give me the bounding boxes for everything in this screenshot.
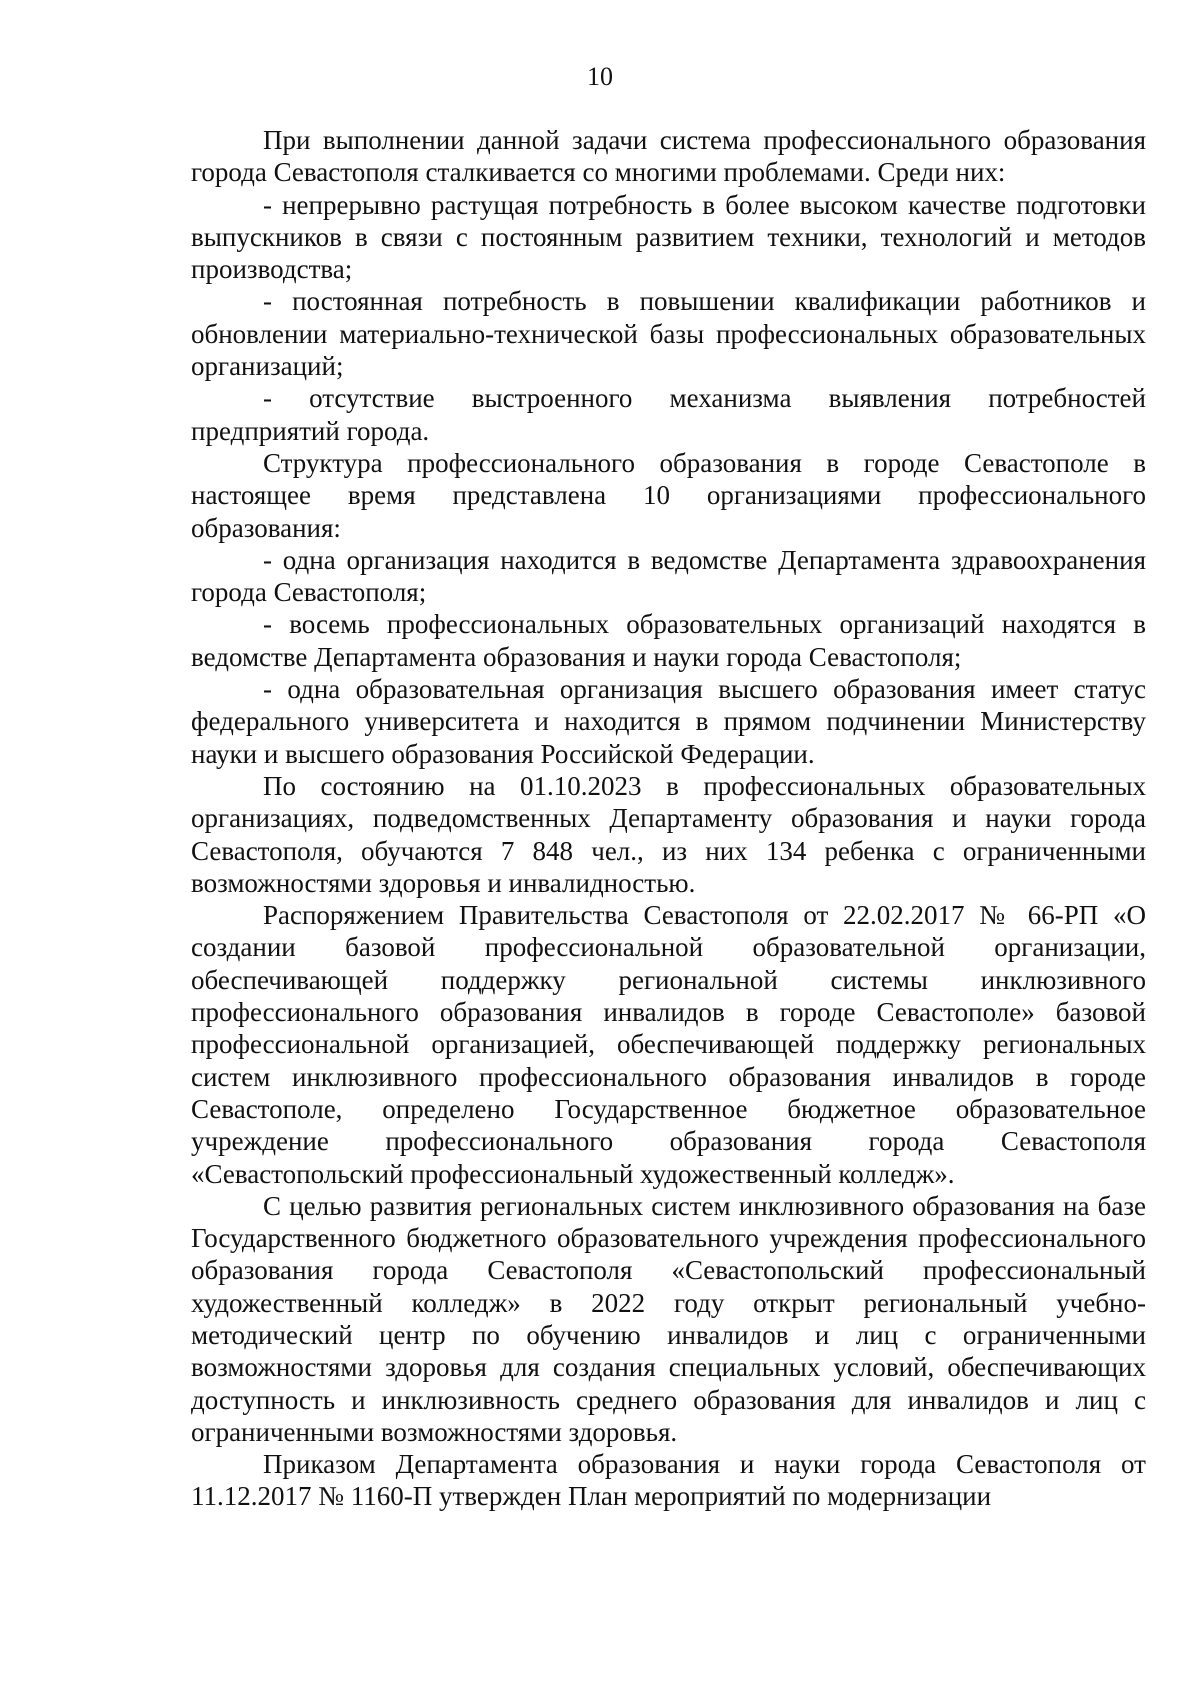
paragraph-org-university: - одна образовательная организация высшего образования имеет статус федерального университета и находится в прямом подчинении Министерству науки и высшего образования Российской Федерации. bbox=[191, 674, 1146, 769]
document-body bbox=[191, 124, 1146, 1513]
paragraph-problem-graduates: - непрерывно растущая потребность в более высоком качестве подготовки выпускников в связи с постоянным развитием техники, технологий и методов производства; bbox=[191, 189, 1146, 285]
paragraph-department-order: Приказом Департамента образования и науки города Севастополя от 11.12.2017 № 1160-П утвержден План мероприятий по модернизации bbox=[191, 1449, 1146, 1512]
paragraph-regional-center: С целью развития региональных систем инклюзивного образования на базе Государственного бюджетного образовательного учреждения профессионального образования города Севастополя «Севастопольский профессиональный художественный колледж» в 2022 году открыт региональный учебно-методический центр по обучению инвалидов и лиц с ограниченными возможностями здоровья для создания специальных условий, обеспечивающих доступность и инклюзивность среднего образования для инвалидов и лиц с ограниченными возможностями здоровья. bbox=[191, 1190, 1146, 1447]
paragraph-government-order: Распоряжением Правительства Севастополя от 22.02.2017 № 66-РП «О создании базовой профессиональной образовательной организации, обеспечивающей поддержку региональной системы инклюзивного профессионального образования инвалидов в городе Севастополе» базовой профессиональной организацией, обеспечивающей поддержку региональных систем инклюзивного профессионального образования инвалидов в городе Севастополе, определено Государственное бюджетное образовательное учреждение профессионального образования города Севастополя «Севастопольский профессиональный художественный колледж». bbox=[191, 900, 1146, 1189]
paragraph-problem-mechanism: - отсутствие выстроенного механизма выявления потребностей предприятий города. bbox=[191, 383, 1146, 446]
paragraph-org-health: - одна организация находится в ведомстве Департамента здравоохранения города Севастополя; bbox=[191, 544, 1146, 608]
paragraph-enrollment: По состоянию на 01.10.2023 в профессиональных образовательных организациях, подведомственных Департаменту образования и науки города Севастополя, обучаются 7 848 чел., из них 134 ребенка с ограниченными возможностями здоровья и инвалидностью. bbox=[191, 770, 1146, 898]
paragraph-problems-intro: При выполнении данной задачи система профессионального образования города Севастополя сталкивается со многими проблемами. Среди них: bbox=[191, 125, 1146, 188]
paragraph-org-education: - восемь профессиональных образовательных организаций находятся в ведомстве Департамента образования и науки города Севастополя; bbox=[191, 609, 1146, 672]
paragraph-problem-qualification: - постоянная потребность в повышении квалификации работников и обновлении материально-технической базы профессиональных образовательных организаций; bbox=[191, 286, 1146, 382]
page-number: 10 bbox=[587, 62, 613, 91]
paragraph-structure: Структура профессионального образования в городе Севастополе в настоящее время представлена 10 организациями профессионального образования: bbox=[191, 447, 1146, 543]
